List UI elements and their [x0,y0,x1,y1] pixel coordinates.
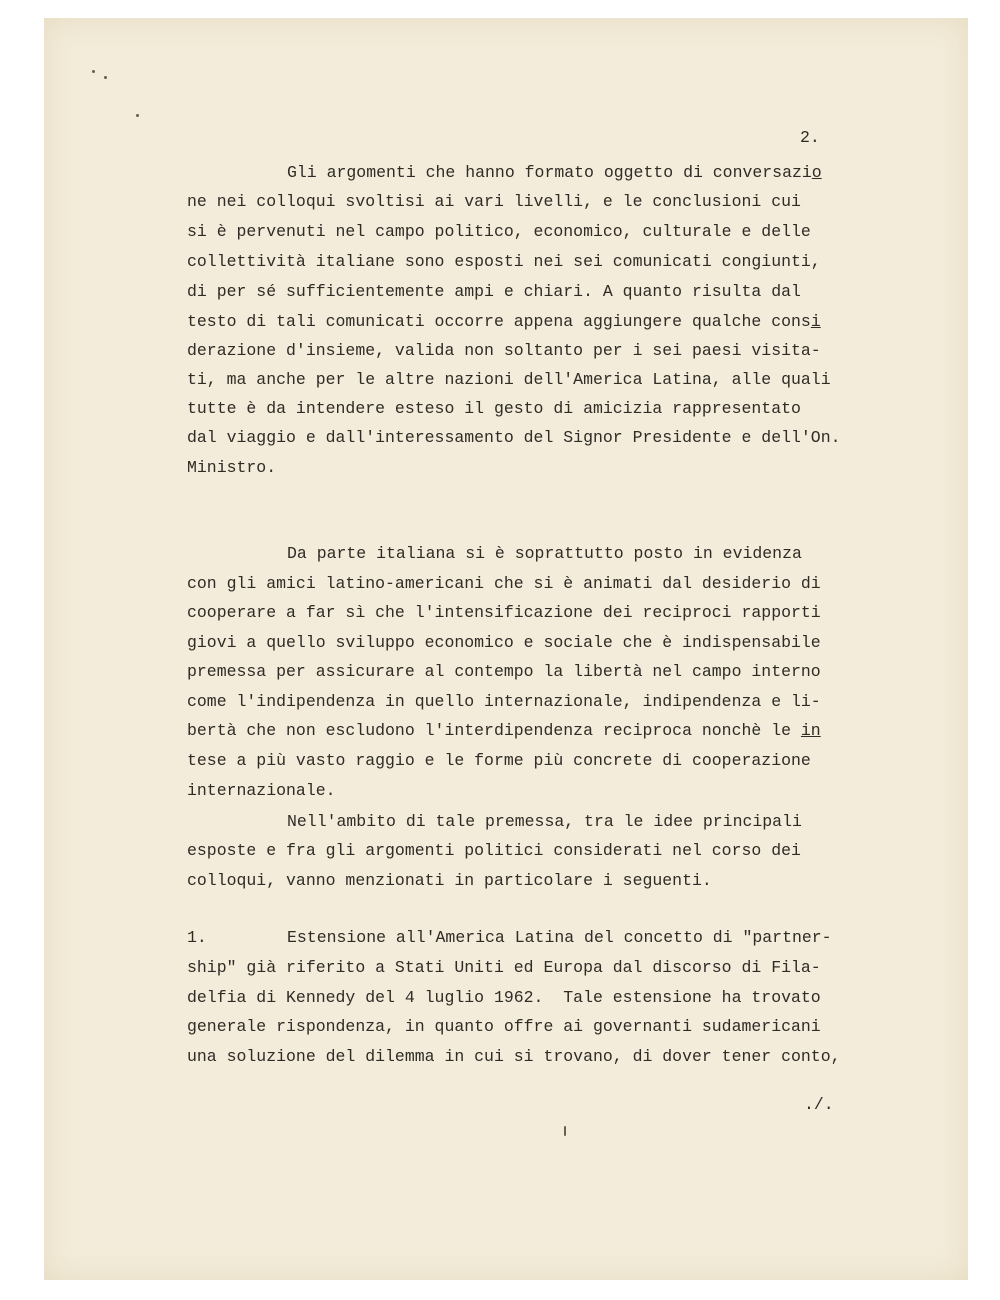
text-line: di per sé sufficientemente ampi e chiari. A quanto risulta dal [187,282,801,301]
text-line: Ministro. [187,458,277,477]
text-line: cooperare a far sì che l'intensificazione dei reciproci rapporti [187,603,821,622]
text-line: esposte e fra gli argomenti politici considerati nel corso dei [187,841,801,860]
ink-speck [92,70,95,73]
text-line: ti, ma anche per le altre nazioni dell'America Latina, alle quali [187,370,831,389]
text-line: internazionale. [187,781,336,800]
text-line: Nell'ambito di tale premessa, tra le idee principali [287,812,802,831]
text-line: come l'indipendenza in quello internazionale, indipendenza e li- [187,692,821,711]
ink-speck [136,114,139,117]
text-line: tese a più vasto raggio e le forme più concrete di cooperazione [187,751,811,770]
text-line: con gli amici latino-americani che si è animati dal desiderio di [187,574,821,593]
continuation-mark: ./. [804,1095,834,1114]
text-line: tutte è da intendere esteso il gesto di amicizia rappresentato [187,399,801,418]
text-line: Da parte italiana si è soprattutto posto in evidenza [287,544,802,563]
text-line: si è pervenuti nel campo politico, economico, culturale e delle [187,222,811,241]
item-number: 1. [187,928,207,947]
text-line: generale rispondenza, in quanto offre ai governanti sudamericani [187,1017,821,1036]
text-line: dal viaggio e dall'interessamento del Signor Presidente e dell'On. [187,428,841,447]
page-number: 2. [800,128,820,147]
text-line: ship" già riferito a Stati Uniti ed Europa dal discorso di Fila- [187,958,821,977]
text-line: derazione d'insieme, valida non soltanto per i sei paesi visita- [187,341,821,360]
text-line: Estensione all'America Latina del concetto di "partner- [287,928,832,947]
text-line: una soluzione del dilemma in cui si trovano, di dover tener conto, [187,1047,841,1066]
text-line: premessa per assicurare al contempo la libertà nel campo interno [187,662,821,681]
ink-speck [564,1126,566,1136]
text-line: giovi a quello sviluppo economico e sociale che è indispensabile [187,633,821,652]
text-line: ne nei colloqui svoltisi ai vari livelli, e le conclusioni cui [187,192,801,211]
text-line: collettività italiane sono esposti nei sei comunicati congiunti, [187,252,821,271]
text-line: bertà che non escludono l'interdipendenza reciproca nonchè le in [187,721,821,740]
text-line: Gli argomenti che hanno formato oggetto di conversazio [287,163,822,182]
text-line: delfia di Kennedy del 4 luglio 1962. Tale estensione ha trovato [187,988,821,1007]
ink-speck [104,76,107,79]
text-line: colloqui, vanno menzionati in particolare i seguenti. [187,871,712,890]
text-line: testo di tali comunicati occorre appena aggiungere qualche consi [187,312,821,331]
